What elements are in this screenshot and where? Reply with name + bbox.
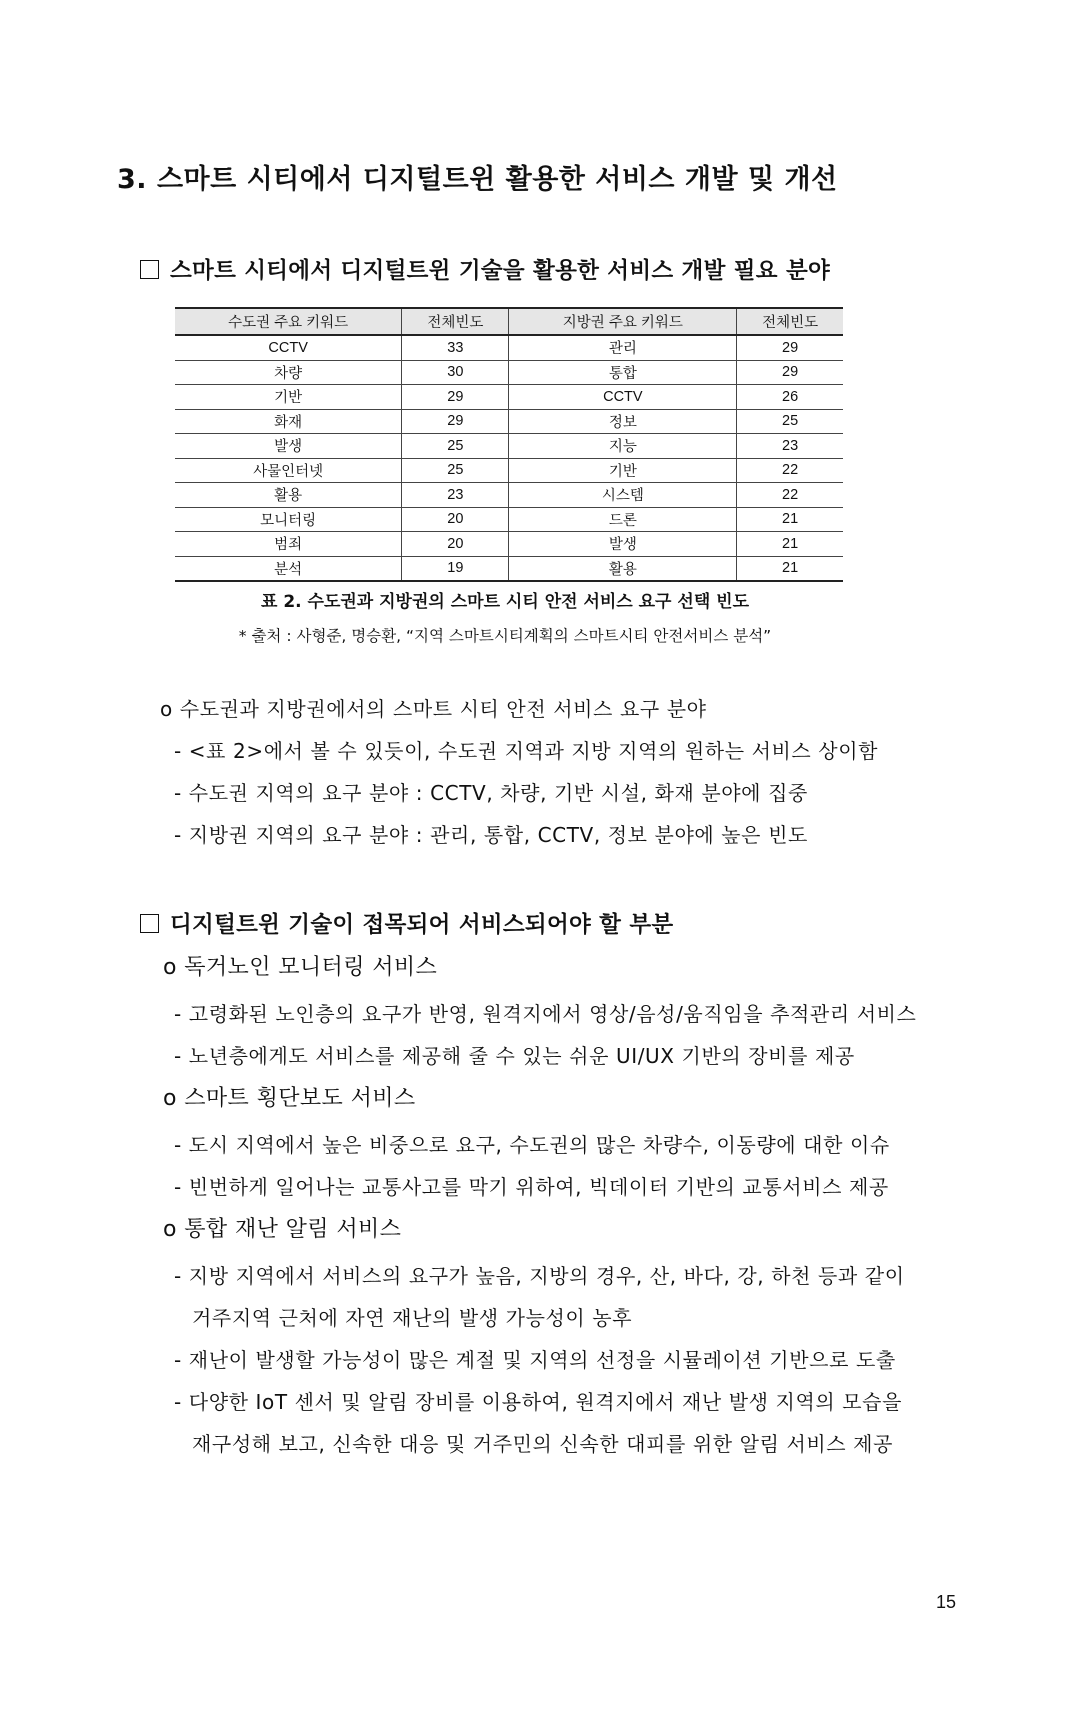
table-row	[175, 507, 843, 532]
header-cell: 수도권 주요 키워드	[175, 308, 402, 335]
section-title: 3. 스마트 시티에서 디지털트윈 활용한 서비스 개발 및 개선	[117, 164, 838, 195]
header-cell: 전체빈도	[737, 308, 843, 335]
table-cell: CCTV	[509, 385, 737, 410]
subheading-digital-twin-services	[140, 907, 673, 939]
table-cell: 활용	[175, 483, 402, 508]
table-cell: 통합	[509, 360, 737, 385]
table-cell: 범죄	[175, 532, 402, 557]
table-cell: 25	[402, 434, 509, 459]
dash-item: - 지방권 지역의 요구 분야 : 관리, 통합, CCTV, 정보 분야에 높은 빈도	[174, 823, 808, 847]
table-cell: 20	[402, 507, 509, 532]
table-cell: CCTV	[175, 335, 402, 360]
dash-item: - 노년층에게도 서비스를 제공해 줄 수 있는 쉬운 UI/UX 기반의 장비를 제공	[174, 1044, 855, 1068]
table-row	[175, 360, 843, 385]
table-cell: 23	[402, 483, 509, 508]
table-cell: 활용	[509, 556, 737, 581]
table-cell: 25	[737, 409, 843, 434]
dash-item: - 도시 지역에서 높은 비중으로 요구, 수도권의 많은 차량수, 이동량에 대한 이슈	[174, 1133, 890, 1157]
table-row	[175, 409, 843, 434]
table-cell: 화재	[175, 409, 402, 434]
dash-item-continuation: 재구성해 보고, 신속한 대응 및 거주민의 신속한 대피를 위한 알림 서비스 제공	[192, 1432, 894, 1456]
dash-item: - 수도권 지역의 요구 분야 : CCTV, 차량, 기반 시설, 화재 분야에 집중	[174, 781, 808, 805]
table-caption: 표 2. 수도권과 지방권의 스마트 시티 안전 서비스 요구 선택 빈도	[260, 592, 750, 612]
dash-item: - 고령화된 노인층의 요구가 반영, 원격지에서 영상/음성/움직임을 추적관리 서비스	[174, 1002, 917, 1026]
table-cell: 정보	[509, 409, 737, 434]
table-row	[175, 556, 843, 581]
table-cell: 관리	[509, 335, 737, 360]
table-cell: 30	[402, 360, 509, 385]
table-cell: 29	[402, 385, 509, 410]
table-cell: 22	[737, 458, 843, 483]
service-heading: o 스마트 횡단보도 서비스	[163, 1086, 416, 1111]
table-cell: 발생	[509, 532, 737, 557]
table-row	[175, 385, 843, 410]
dash-item: - 다양한 IoT 센서 및 알림 장비를 이용하여, 원격지에서 재난 발생 지역의 모습을	[174, 1390, 903, 1414]
service-heading: o 통합 재난 알림 서비스	[163, 1217, 402, 1242]
table-cell: 기반	[175, 385, 402, 410]
table-cell: 사물인터넷	[175, 458, 402, 483]
table-cell: 지능	[509, 434, 737, 459]
table-cell: 분석	[175, 556, 402, 581]
subheading-text: 디지털트윈 기술이 접목되어 서비스되어야 할 부분	[170, 912, 674, 938]
checkbox-square-icon	[140, 914, 159, 933]
dash-item: - 빈번하게 일어나는 교통사고를 막기 위하여, 빅데이터 기반의 교통서비스 제공	[174, 1175, 889, 1199]
table-cell: 기반	[509, 458, 737, 483]
table-source: * 출처 : 사형준, 명승환, “지역 스마트시티계획의 스마트시티 안전서비스 분석”	[238, 627, 772, 645]
table-cell: 20	[402, 532, 509, 557]
table-row	[175, 458, 843, 483]
dash-item: - 재난이 발생할 가능성이 많은 계절 및 지역의 선정을 시뮬레이션 기반으로 도출	[174, 1348, 896, 1372]
subheading-text: 스마트 시티에서 디지털트윈 기술을 활용한 서비스 개발 필요 분야	[170, 258, 831, 284]
table-cell: 29	[737, 335, 843, 360]
table-cell: 발생	[175, 434, 402, 459]
table-cell: 21	[737, 532, 843, 557]
table-cell: 19	[402, 556, 509, 581]
table-cell: 33	[402, 335, 509, 360]
header-cell: 전체빈도	[402, 308, 509, 335]
table-cell: 21	[737, 507, 843, 532]
dash-item: - 지방 지역에서 서비스의 요구가 높음, 지방의 경우, 산, 바다, 강, 하천 등과 같이	[174, 1264, 905, 1288]
table-row	[175, 532, 843, 557]
table-cell: 29	[402, 409, 509, 434]
table-cell: 21	[737, 556, 843, 581]
table-row	[175, 483, 843, 508]
bullet-heading: o 수도권과 지방권에서의 스마트 시티 안전 서비스 요구 분야	[160, 697, 707, 721]
page-number: 15	[936, 1592, 957, 1612]
table-row	[175, 434, 843, 459]
checkbox-square-icon	[140, 260, 159, 279]
dash-item-continuation: 거주지역 근처에 자연 재난의 발생 가능성이 농후	[192, 1306, 633, 1330]
subheading-service-fields	[140, 253, 830, 285]
table-cell: 모니터링	[175, 507, 402, 532]
table-cell: 차량	[175, 360, 402, 385]
table-cell: 시스템	[509, 483, 737, 508]
table-cell: 23	[737, 434, 843, 459]
table-cell: 드론	[509, 507, 737, 532]
table-row	[175, 335, 843, 360]
keyword-frequency-table	[175, 307, 843, 582]
table-cell: 29	[737, 360, 843, 385]
table-cell: 22	[737, 483, 843, 508]
dash-item: - <표 2>에서 볼 수 있듯이, 수도권 지역과 지방 지역의 원하는 서비스 상이함	[174, 739, 879, 763]
service-heading: o 독거노인 모니터링 서비스	[163, 955, 438, 980]
table-cell: 26	[737, 385, 843, 410]
table-cell: 25	[402, 458, 509, 483]
table-header-row	[175, 308, 843, 335]
header-cell: 지방권 주요 키워드	[509, 308, 737, 335]
